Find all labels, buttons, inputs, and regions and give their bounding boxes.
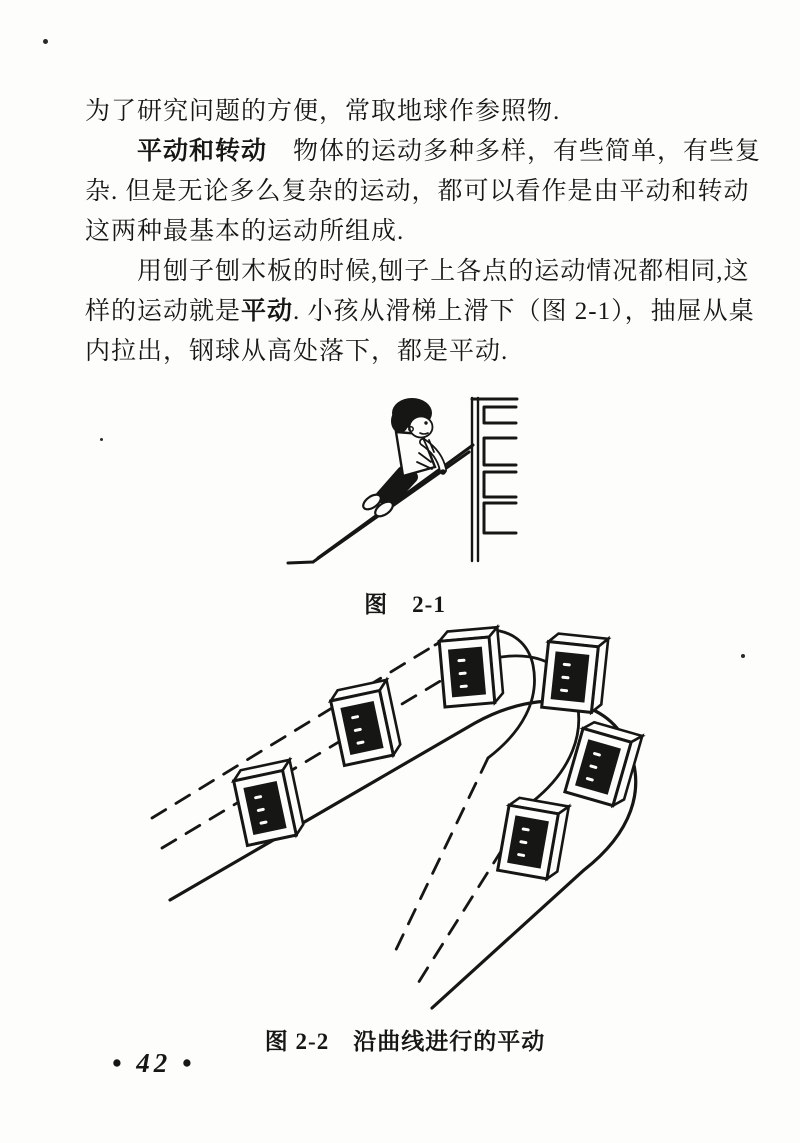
figure-2-2-caption: 图 2-2 沿曲线进行的平动: [264, 1029, 546, 1054]
text-segment: . 小孩从滑梯上滑下（图 2-1），抽屉从桌: [293, 298, 755, 325]
child-hair: [391, 409, 409, 433]
text-line: [85, 292, 755, 332]
text-line: [85, 172, 750, 212]
box: [498, 796, 569, 880]
translating-boxes: [232, 627, 642, 880]
page-number: • 42 •: [112, 1048, 196, 1078]
text-segment: 杂. 但是无论多么复杂的运动，都可以看作是由平动和转动: [85, 178, 750, 205]
body-text: [85, 92, 762, 372]
box: [329, 680, 402, 766]
child-hand: [440, 469, 446, 475]
text-line: [85, 212, 725, 252]
ladder: [472, 398, 517, 561]
figure-2-1-caption: 图 2-1: [364, 592, 446, 617]
scan-speck: [43, 39, 48, 44]
box: [232, 760, 305, 846]
scan-speck: [741, 654, 745, 658]
text-segment: 为了研究问题的方便，常取地球作参照物.: [85, 98, 561, 125]
scan-speck: [100, 438, 103, 441]
child-eye: [424, 421, 427, 424]
text-line: [85, 132, 762, 172]
text-segment: 物体的运动多种多样，有些简单，有些复: [267, 138, 762, 165]
trajectory-solid: [170, 701, 636, 1008]
child-torso: [396, 432, 435, 476]
text-segment: 这两种最基本的运动所组成.: [85, 218, 405, 245]
figure-2-1-illustration: [285, 390, 525, 580]
text-segment: 样的运动就是: [85, 298, 242, 325]
trajectory-dashed: [392, 758, 488, 958]
text-segment: 内拉出，钢球从高处落下，都是平动.: [85, 338, 509, 365]
figure-2-2-illustration: [140, 618, 700, 1018]
text-segment-heading: 平动和转动: [137, 138, 268, 165]
text-line: [85, 92, 725, 132]
text-segment-bold: 平动: [241, 298, 294, 325]
text-segment: 用刨子刨木板的时候,刨子上各点的运动情况都相同,这: [137, 258, 750, 285]
child-figure: [361, 398, 446, 519]
text-line: [85, 332, 725, 372]
box: [542, 633, 609, 714]
box: [438, 627, 503, 707]
text-line: [85, 252, 750, 292]
